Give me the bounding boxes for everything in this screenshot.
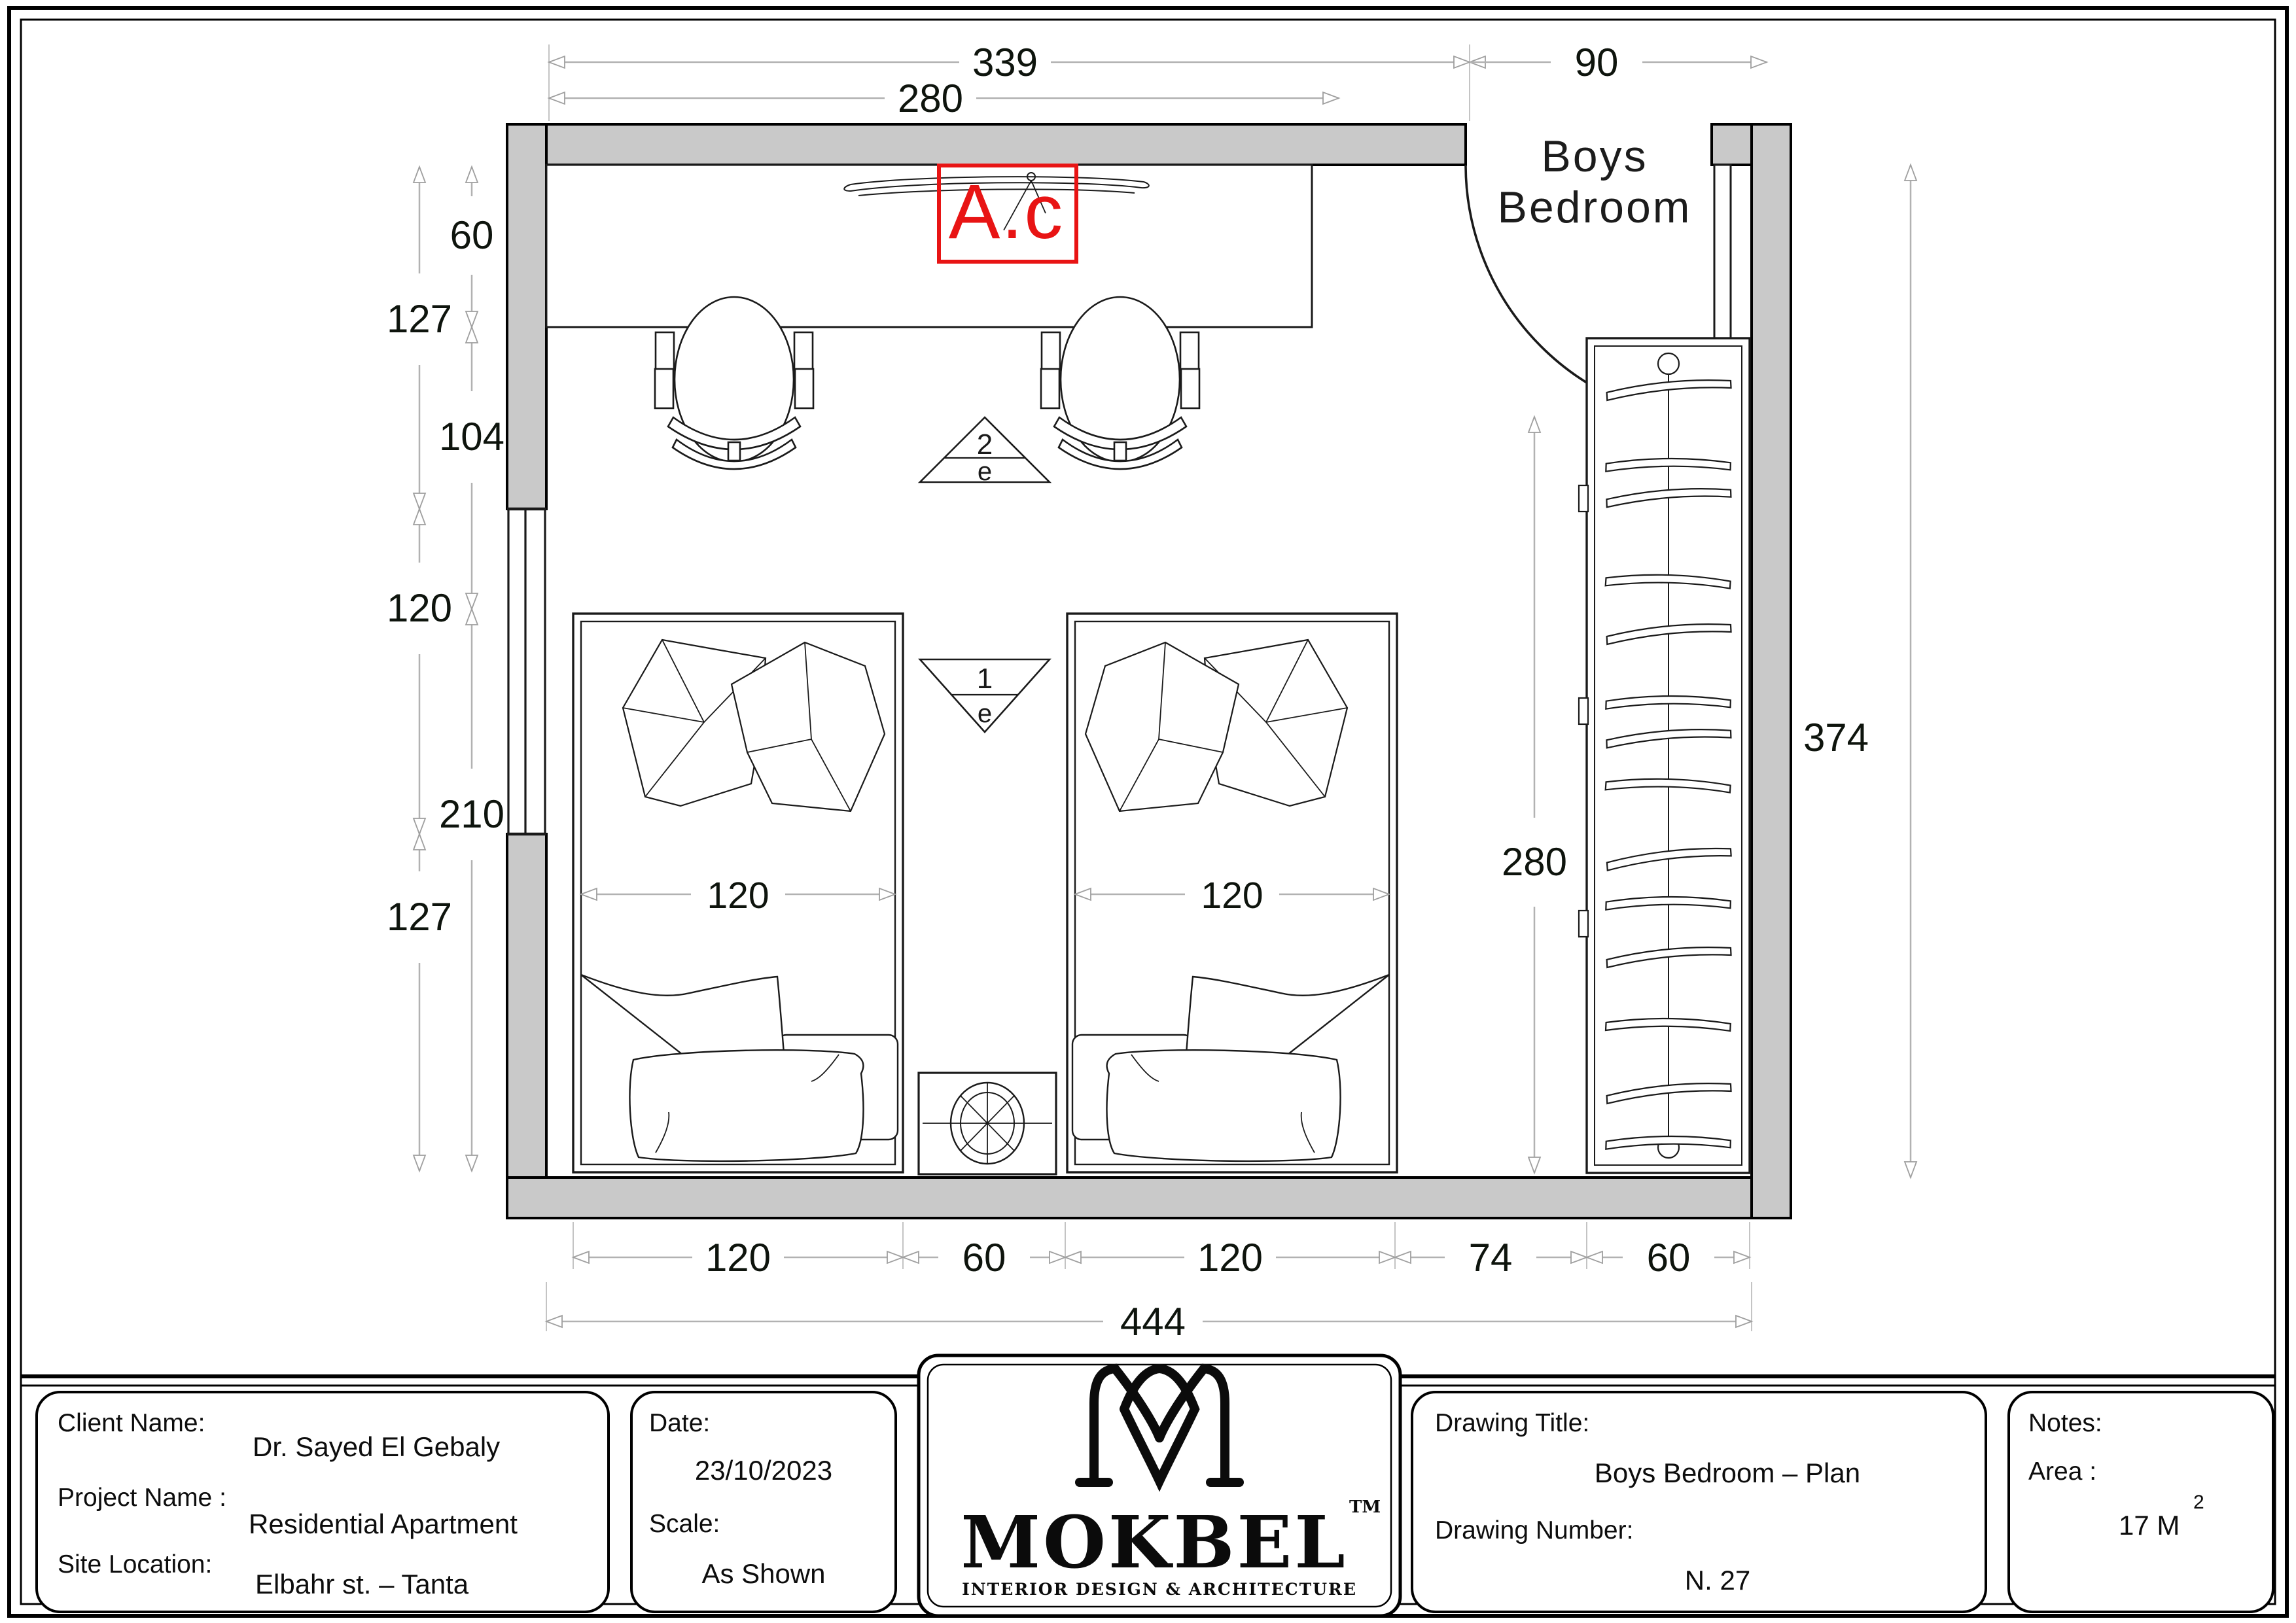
logo-wordmark: MOKBEL <box>961 1500 1348 1584</box>
client-name-label: Client Name: <box>58 1409 205 1437</box>
scale-value: As Shown <box>701 1558 826 1589</box>
dim-top-desk: 280 <box>897 77 964 120</box>
dim-left-127b: 127 <box>386 895 453 939</box>
site-location-value: Elbahr st. – Tanta <box>255 1569 469 1599</box>
site-location-label: Site Location: <box>58 1550 213 1579</box>
drawing-number-label: Drawing Number: <box>1435 1516 1634 1544</box>
dim-bottom-1: 60 <box>962 1236 1006 1280</box>
client-name-value: Dr. Sayed El Gebaly <box>253 1431 501 1462</box>
wall-left-upper <box>507 124 546 509</box>
room-label-line2: Bedroom <box>1497 183 1692 232</box>
date-scale-box <box>631 1392 896 1612</box>
date-label: Date: <box>649 1409 711 1437</box>
dim-bottom-3: 74 <box>1468 1236 1513 1280</box>
dim-top-overall: 339 <box>972 41 1038 84</box>
logo-box <box>919 1355 1400 1616</box>
dim-bottom-overall: 444 <box>1120 1300 1186 1344</box>
notes-label: Notes: <box>2028 1409 2102 1437</box>
wall-right <box>1752 124 1791 1218</box>
dim-bed-left: 120 <box>707 875 769 916</box>
scale-label: Scale: <box>649 1510 720 1538</box>
notes-box <box>2009 1392 2273 1612</box>
dim-right-overall: 374 <box>1803 716 1869 759</box>
area-value: 17 M <box>2119 1510 2180 1541</box>
drawing-title-box <box>1412 1392 1986 1612</box>
wall-left-lower <box>507 834 546 1218</box>
dim-left-120: 120 <box>386 586 453 630</box>
dim-bed-right: 120 <box>1201 875 1263 916</box>
marker-2-num: 2 <box>976 428 993 461</box>
wall-top <box>507 124 1466 165</box>
dim-left-210: 210 <box>438 792 505 836</box>
dim-bottom-0: 120 <box>705 1236 771 1280</box>
logo-tagline: INTERIOR DESIGN & ARCHITECTURE <box>962 1580 1357 1599</box>
project-name-value: Residential Apartment <box>249 1509 518 1539</box>
dim-left-127a: 127 <box>386 297 453 341</box>
title-block <box>21 1355 2275 1616</box>
ac-label: A.c <box>948 169 1065 255</box>
client-box <box>37 1392 609 1612</box>
drawing-title-value: Boys Bedroom – Plan <box>1594 1457 1861 1488</box>
room-label-line1: Boys <box>1541 131 1648 181</box>
drawing-number-value: N. 27 <box>1684 1565 1751 1596</box>
project-name-label: Project Name : <box>58 1484 226 1512</box>
dim-bottom-2: 120 <box>1197 1236 1263 1280</box>
nightstand <box>919 1073 1056 1174</box>
area-label: Area : <box>2028 1457 2097 1486</box>
window <box>507 509 546 834</box>
dim-left-60: 60 <box>450 213 494 257</box>
wall-bottom <box>507 1178 1791 1218</box>
dim-bottom-4: 60 <box>1646 1236 1691 1280</box>
dim-right-wardrobe: 280 <box>1501 840 1568 884</box>
marker-1-letter: e <box>977 699 993 728</box>
desk <box>546 165 1312 327</box>
drawing-title-label: Drawing Title: <box>1435 1409 1590 1437</box>
date-value: 23/10/2023 <box>694 1455 833 1486</box>
dim-left-104: 104 <box>438 415 505 459</box>
marker-1-num: 1 <box>976 663 993 695</box>
logo-tm: TM <box>1349 1497 1381 1517</box>
marker-2-letter: e <box>977 457 993 486</box>
area-superscript: 2 <box>2193 1492 2204 1513</box>
dim-top-door: 90 <box>1574 41 1619 84</box>
wardrobe <box>1579 338 1750 1173</box>
